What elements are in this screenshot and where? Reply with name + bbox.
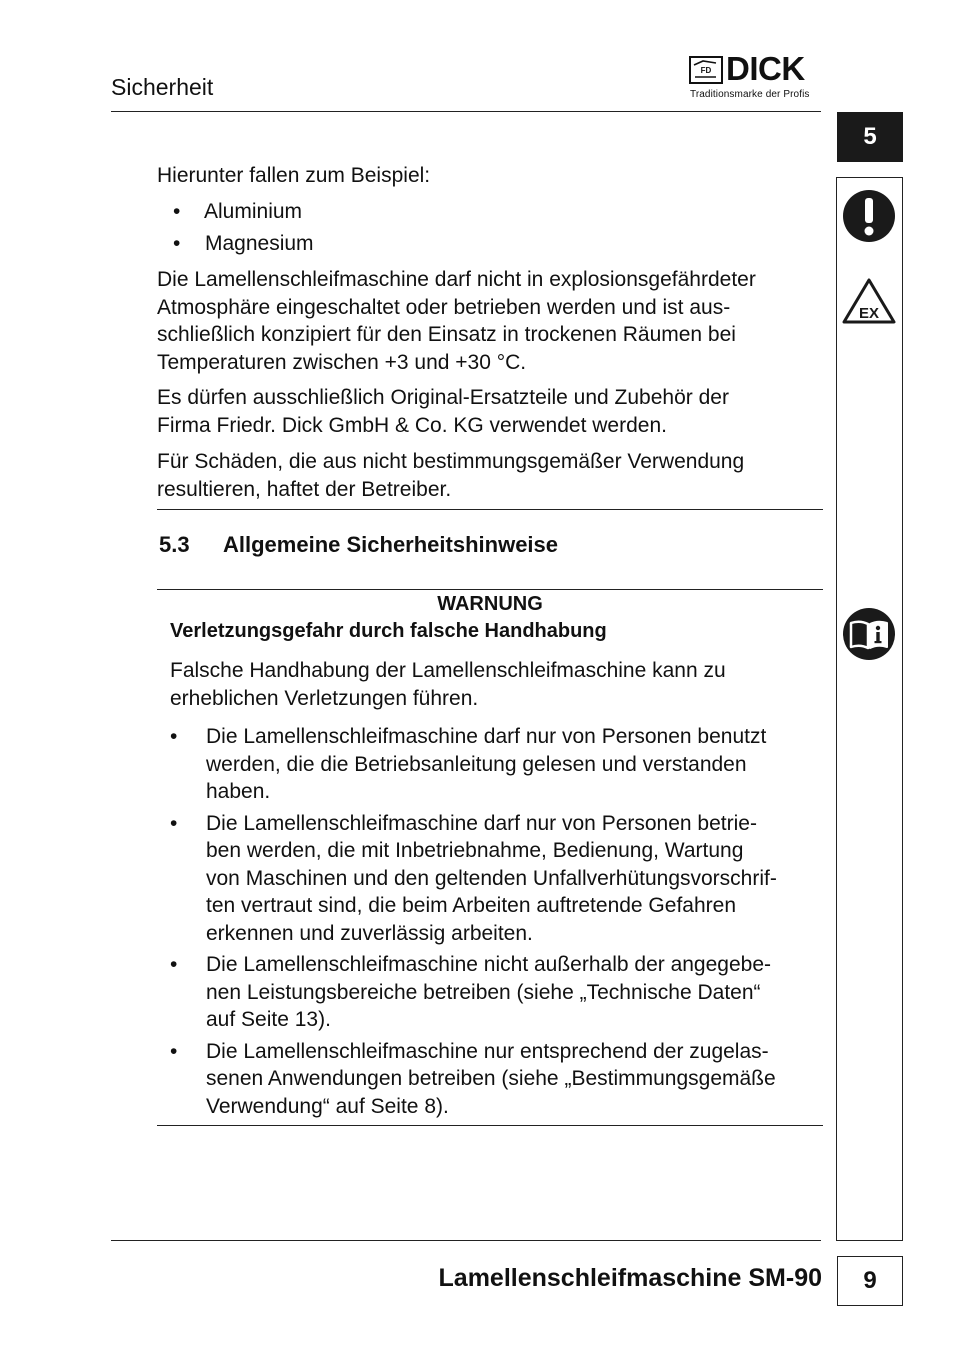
text-line: werden, die die Betriebsanleitung gelesen und verstanden — [206, 752, 747, 776]
manual-info-icon — [842, 607, 896, 661]
paragraph-spare-parts — [157, 384, 827, 439]
intro-lead: Hierunter fallen zum Beispiel: — [157, 164, 431, 187]
warning-bottom-rule — [157, 1125, 823, 1126]
text-line: Die Lamellenschleifmaschine nicht außerhalb der angegebe- — [206, 953, 772, 976]
running-header-section: Sicherheit — [111, 74, 214, 100]
header-divider — [111, 111, 821, 112]
warning-text — [170, 657, 726, 712]
list-item: • Die Lamellenschleifmaschine darf nur von Personen betrie- ben werden, die mit Inbetriebnahme, Bedienung, Wartung von Maschinen und den geltenden Unfallverhütungsvorschrif- ten vertraut sind, die beim Arbeiten auftretende Gefahren erkennen und zuverlässig arbeiten. — [170, 810, 830, 948]
list-item: • Die Lamellenschleifmaschine nur entsprechend der zugelas- senen Anwendungen betreiben (siehe „Bestimmungsgemäße Verwendung“ auf Seite 8). — [170, 1038, 830, 1121]
warning-subtitle: Verletzungsgefahr durch falsche Handhabung — [170, 620, 607, 642]
logo-tagline: Traditionsmarke der Profis — [690, 89, 810, 100]
section-divider — [157, 509, 823, 510]
exclamation-icon — [842, 189, 896, 243]
text-line: Atmosphäre eingeschaltet oder betrieben werden und ist aus- — [157, 295, 731, 319]
text-line: Temperaturen zwischen +3 und +30 °C. — [157, 350, 527, 374]
text-line: Für Schäden, die aus nicht bestimmungsgemäßer Verwendung — [157, 450, 745, 473]
warning-label: WARNUNG — [437, 593, 543, 615]
text-line: erkennen und zuverlässig arbeiten. — [206, 921, 533, 945]
logo-mark-text: FD — [700, 66, 712, 75]
text-line: erheblichen Verletzungen führen. — [170, 686, 479, 710]
text-line: Die Lamellenschleifmaschine darf nur von Personen benutzt — [206, 725, 767, 748]
svg-text:EX: EX — [858, 305, 880, 322]
text-line: haben. — [206, 780, 271, 803]
text-line: Die Lamellenschleifmaschine darf nicht in explosionsgefährdeter — [157, 268, 756, 291]
paragraph-liability — [157, 448, 827, 503]
text-line: ben werden, die mit Inbetriebnahme, Bedienung, Wartung — [206, 839, 744, 862]
text-line: Firma Friedr. Dick GmbH & Co. KG verwendet werden. — [157, 413, 667, 437]
side-icon-column — [836, 177, 903, 1241]
section-number: 5.3 — [159, 532, 190, 557]
text-line: Die Lamellenschleifmaschine nur entsprechend der zugelas- — [206, 1039, 769, 1063]
footer-title: Lamellenschleifmaschine SM-90 — [438, 1264, 822, 1292]
text-line: ten vertraut sind, die beim Arbeiten auftretende Gefahren — [206, 894, 736, 917]
chapter-tab: 5 — [837, 112, 903, 162]
text-line: Verwendung“ auf Seite 8). — [206, 1094, 449, 1118]
section-title: Allgemeine Sicherheitshinweise — [223, 532, 559, 557]
page-number: 9 — [837, 1256, 903, 1306]
text-line: von Maschinen und den geltenden Unfallverhütungsvorschrif- — [206, 866, 777, 890]
text-line: Die Lamellenschleifmaschine darf nur von Personen betrie- — [206, 811, 757, 835]
dick-logo — [689, 50, 821, 102]
list-item: • Die Lamellenschleifmaschine nicht außerhalb der angegebe- nen Leistungsbereiche betreiben (siehe „Technische Daten“ auf Seite 13). — [170, 951, 830, 1034]
text-line: schließlich konzipiert für den Einsatz in trockenen Räumen bei — [157, 323, 736, 346]
footer-divider — [111, 1240, 821, 1241]
text-line: resultieren, haftet der Betreiber. — [157, 477, 452, 501]
logo-mark-icon — [689, 56, 723, 84]
text-line: auf Seite 13). — [206, 1008, 331, 1031]
text-line: senen Anwendungen betreiben (siehe „Bestimmungsgemäße — [206, 1067, 776, 1090]
warning-list — [170, 723, 830, 1124]
logo-wordmark: DICK — [726, 50, 805, 87]
text-line: Es dürfen ausschließlich Original-Ersatzteile und Zubehör der — [157, 386, 729, 409]
list-item: • Die Lamellenschleifmaschine darf nur von Personen benutzt werden, die die Betriebsanleitung gelesen und verstanden haben. — [170, 723, 830, 806]
ex-warning-icon — [842, 277, 896, 325]
text-line: Falsche Handhabung der Lamellenschleifmaschine kann zu — [170, 659, 726, 682]
paragraph-explosion — [157, 266, 827, 376]
warning-top-rule — [157, 589, 823, 590]
text-line: nen Leistungsbereiche betreiben (siehe „Technische Daten“ — [206, 980, 761, 1004]
list-item-text: Magnesium — [205, 232, 314, 255]
list-item-text: Aluminium — [204, 200, 303, 223]
